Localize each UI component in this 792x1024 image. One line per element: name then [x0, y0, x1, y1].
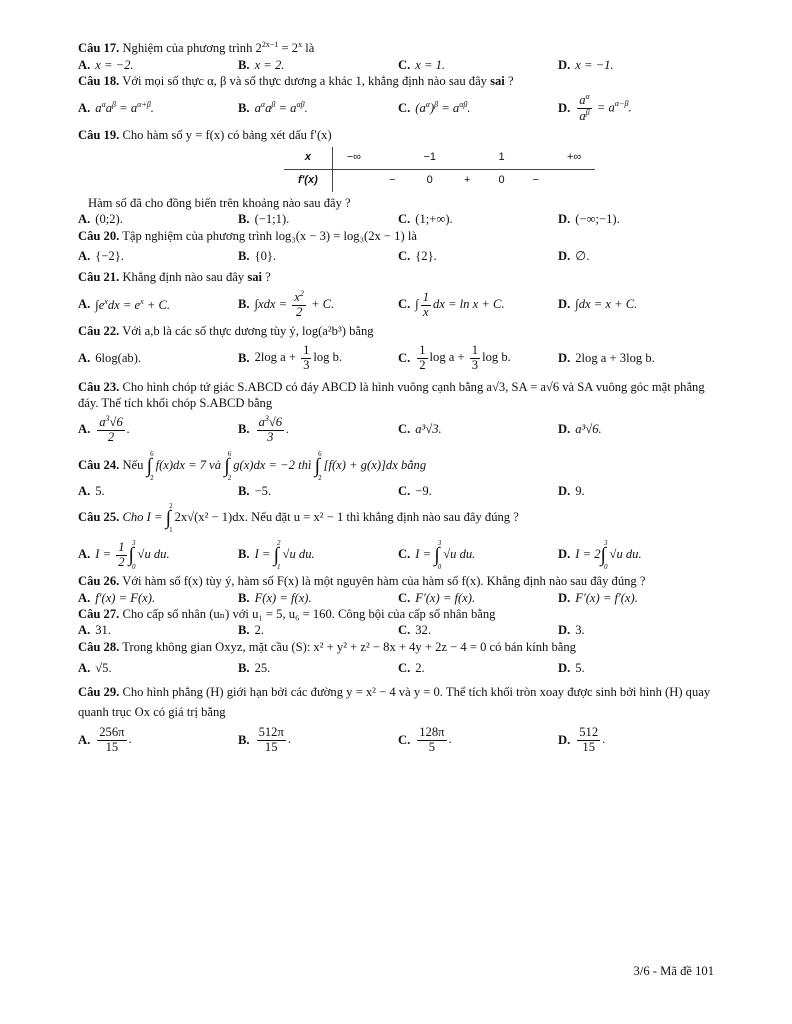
- q25-option-c[interactable]: C. I = ∫ 3 0 √u du.: [398, 539, 476, 571]
- formula: ∫xdx = $\frac{x^2}{2}$ + C.: [254, 289, 335, 320]
- q28-option-a[interactable]: A. √5.: [78, 660, 112, 675]
- formula: $a^\alpha a^\beta = a^{\alpha+\beta}$.: [95, 100, 154, 116]
- question-21: Câu 21. Khẳng định nào sau đây sai ?: [78, 270, 271, 285]
- question-20: Câu 20. Tập nghiệm của phương trình log₃(x − 3) = log₃(2x − 1) là: [78, 228, 417, 243]
- formula: $\frac{1}{2}$ log a + $\frac{1}{3}$ log b.: [419, 343, 511, 373]
- question-29: Câu 29. Cho hình phẳng (H) giới hạn bởi các đường y = x² − 4 và y = 0. Thể tích khối tròn xoay được sinh bởi hình (H) quay quanh trục Ox có giá trị bằng: [78, 684, 711, 719]
- formula: $\frac{128\pi}{5}$ .: [419, 725, 452, 755]
- question-17: Câu 17. Nghiệm của phương trình $2^{2x-1} = 2^x$ là: [78, 40, 315, 56]
- q24-options: [78, 483, 718, 500]
- q21-option-d[interactable]: D. ∫dx = x + C.: [558, 297, 638, 312]
- question-19: Câu 19. Cho hàm số y = f(x) có bảng xét dấu f′(x): [78, 127, 332, 142]
- q27-option-a[interactable]: A. 31.: [78, 623, 111, 638]
- q18-option-a[interactable]: A. $a^\alpha a^\beta = a^{\alpha+\beta}$.: [78, 100, 154, 116]
- formula: I = $\frac{1}{2}$ ∫ 3 0 √u du.: [95, 539, 170, 571]
- q24-option-c[interactable]: C. −9.: [398, 483, 432, 498]
- q27-options: [78, 623, 718, 640]
- question-24: Câu 24. Nếu ∫ 6 2 f(x)dx = 7 và ∫ 6 2 g(x)dx = −2 thì ∫ 6 2 [f(x) + g(x)]dx bằng: [78, 450, 427, 482]
- q17-option-d[interactable]: D. x = −1.: [558, 57, 614, 72]
- q25-options: [78, 536, 718, 574]
- question-18: Câu 18. Với mọi số thực α, β và số thực dương a khác 1, khẳng định nào sau đây sai ?: [78, 73, 514, 88]
- question-28: Câu 28. Trong không gian Oxyz, mặt cầu (S): x² + y² + z² − 8x + 4y + 2z − 4 = 0 có bán kính bằng: [78, 639, 576, 654]
- q17-options: [78, 57, 718, 74]
- formula: $\int e^xdx = e^x + C$.: [95, 296, 171, 312]
- q29-option-a[interactable]: A. $\frac{256\pi}{15}$ .: [78, 725, 132, 755]
- q21-options: [78, 286, 718, 324]
- q20-option-b[interactable]: B. {0}.: [238, 249, 277, 264]
- exam-page: [78, 40, 718, 760]
- question-27: Câu 27. Cho cấp số nhân (uₙ) với u₁ = 5, u₆ = 160. Công bội của cấp số nhân bằng: [78, 607, 496, 622]
- formula: $\frac{512\pi}{15}$ .: [258, 725, 291, 755]
- q22-option-d[interactable]: D. 2log a + 3log b.: [558, 350, 655, 365]
- integral: ∫ 6 2: [224, 450, 232, 482]
- question-26: Câu 26. Với hàm số f(x) tùy ý, hàm số F(x) là một nguyên hàm của hàm số f(x). Khẳng định nào sau đây đúng ?: [78, 574, 646, 589]
- question-22: Câu 22. Với a,b là các số thực dương tùy ý, log(a²b³) bằng: [78, 324, 374, 339]
- question-25: Câu 25. Cho I = ∫ 2 1 2x√(x² − 1)dx. Nếu đặt u = x² − 1 thì khẳng định nào sau đây đúng ?: [78, 502, 519, 534]
- q19-option-c[interactable]: C. (1;+∞).: [398, 212, 453, 227]
- q25-option-a[interactable]: A. I = $\frac{1}{2}$ ∫ 3 0 √u du.: [78, 539, 170, 571]
- page-footer: 3/6 - Mã đề 101: [633, 964, 714, 978]
- q21-option-c[interactable]: C. ∫ $\frac{1}{x}$ dx = ln x + C.: [398, 289, 505, 319]
- question-23: Câu 23. Cho hình chóp tứ giác S.ABCD có đáy ABCD là hình vuông cạnh bằng a√3, SA = a√6 và SA vuông góc mặt phẳng đáy. Thể tích khối chóp S.ABCD bằng: [78, 379, 705, 410]
- formula: $\frac{a^3√6}{3}$ .: [258, 414, 290, 445]
- q17-option-b[interactable]: B. x = 2.: [238, 57, 285, 72]
- q26-options: [78, 590, 718, 607]
- sign-table: x −∞ −1 1 +∞ f′(x) − 0 + 0 −: [284, 147, 595, 192]
- q18-option-c[interactable]: C. $(a^\alpha)^\beta = a^{\alpha\beta}$.: [398, 100, 471, 116]
- q29-option-b[interactable]: B. $\frac{512\pi}{15}$ .: [238, 725, 291, 755]
- q21-option-a[interactable]: A. $\int e^xdx = e^x + C$.: [78, 296, 171, 312]
- formula: ∫dx = x + C.: [575, 297, 638, 312]
- q21-option-b[interactable]: B. ∫xdx = $\frac{x^2}{2}$ + C.: [238, 289, 335, 320]
- q28-options: [78, 656, 718, 682]
- q19-options: [78, 212, 718, 229]
- formula: $(a^\alpha)^\beta = a^{\alpha\beta}$.: [415, 100, 471, 116]
- formula: I = ∫ 3 0 √u du.: [415, 539, 476, 571]
- q18-options: [78, 90, 718, 128]
- q27-option-d[interactable]: D. 3.: [558, 623, 585, 638]
- q29-options: [78, 722, 718, 760]
- formula: $\frac{a^3√6}{2}$ .: [99, 414, 130, 445]
- q29-option-c[interactable]: C. $\frac{128\pi}{5}$ .: [398, 725, 452, 755]
- formula: $a^\alpha a^\beta = a^{\alpha\beta}$.: [254, 100, 308, 116]
- formula: I = 2 ∫ 3 0 √u du.: [575, 539, 642, 571]
- q25-option-b[interactable]: B. I = ∫ 2 1 √u du.: [238, 539, 315, 571]
- q23-option-d[interactable]: D. a³√6.: [558, 422, 602, 437]
- q26-option-a[interactable]: A. f′(x) = F(x).: [78, 590, 156, 605]
- q26-option-b[interactable]: B. F(x) = f(x).: [238, 590, 312, 605]
- integral: ∫ 6 2: [314, 450, 322, 482]
- q24-option-d[interactable]: D. 9.: [558, 483, 585, 498]
- q17-option-a[interactable]: A. x = −2.: [78, 57, 134, 72]
- q17-option-c[interactable]: C. x = 1.: [398, 57, 446, 72]
- q22-option-b[interactable]: B. 2log a + $\frac{1}{3}$ log b.: [238, 343, 343, 373]
- q26-option-d[interactable]: D. F′(x) = f′(x).: [558, 590, 638, 605]
- q22-options: [78, 340, 718, 378]
- formula: $\frac{a^\alpha}{a^\beta}$ = $a^{\alpha-\beta}$.: [579, 92, 632, 124]
- q25-option-d[interactable]: D. I = 2 ∫ 3 0 √u du.: [558, 539, 642, 571]
- formula: $\frac{256\pi}{15}$ .: [99, 725, 132, 755]
- q22-option-a[interactable]: A. 6log(ab).: [78, 350, 142, 365]
- q24-option-b[interactable]: B. −5.: [238, 483, 272, 498]
- q28-option-b[interactable]: B. 25.: [238, 660, 271, 675]
- q19-option-d[interactable]: D. (−∞;−1).: [558, 212, 620, 227]
- formula: ∫ $\frac{1}{x}$ dx = ln x + C.: [415, 289, 505, 319]
- q23-options: [78, 411, 718, 449]
- q23-option-b[interactable]: B. $\frac{a^3√6}{3}$ .: [238, 414, 290, 445]
- q29-option-d[interactable]: D. $\frac{512}{15}$ .: [558, 725, 606, 755]
- q23-option-a[interactable]: A. $\frac{a^3√6}{2}$ .: [78, 414, 130, 445]
- q19-option-a[interactable]: A. (0;2).: [78, 212, 123, 227]
- q28-option-d[interactable]: D. 5.: [558, 660, 585, 675]
- q19-subquestion: Hàm số đã cho đồng biến trên khoảng nào sau đây ?: [88, 195, 351, 210]
- q20-option-c[interactable]: C. {2}.: [398, 249, 437, 264]
- q28-option-c[interactable]: C. 2.: [398, 660, 425, 675]
- q27-option-c[interactable]: C. 32.: [398, 623, 431, 638]
- q20-option-a[interactable]: A. {−2}.: [78, 249, 124, 264]
- integral: ∫ 6 2: [146, 450, 154, 482]
- q20-options: [78, 244, 718, 270]
- q19-option-b[interactable]: B. (−1;1).: [238, 212, 290, 227]
- integral: ∫ 2 1: [165, 502, 173, 534]
- q27-option-b[interactable]: B. 2.: [238, 623, 265, 638]
- formula: 2log a + $\frac{1}{3}$ log b.: [254, 343, 343, 373]
- q26-option-c[interactable]: C. F′(x) = f(x).: [398, 590, 476, 605]
- formula: $\frac{512}{15}$ .: [579, 725, 606, 755]
- q22-option-c[interactable]: C. $\frac{1}{2}$ log a + $\frac{1}{3}$ log b.: [398, 343, 511, 373]
- q23-option-c[interactable]: C. a³√3.: [398, 422, 442, 437]
- q24-option-a[interactable]: A. 5.: [78, 483, 105, 498]
- q18-option-d[interactable]: D. $\frac{a^\alpha}{a^\beta}$ = $a^{\alpha-\beta}$.: [558, 92, 632, 124]
- q20-option-d[interactable]: D. ∅.: [558, 249, 590, 264]
- formula: I = ∫ 2 1 √u du.: [254, 539, 315, 571]
- q18-option-b[interactable]: B. $a^\alpha a^\beta = a^{\alpha\beta}$.: [238, 100, 308, 116]
